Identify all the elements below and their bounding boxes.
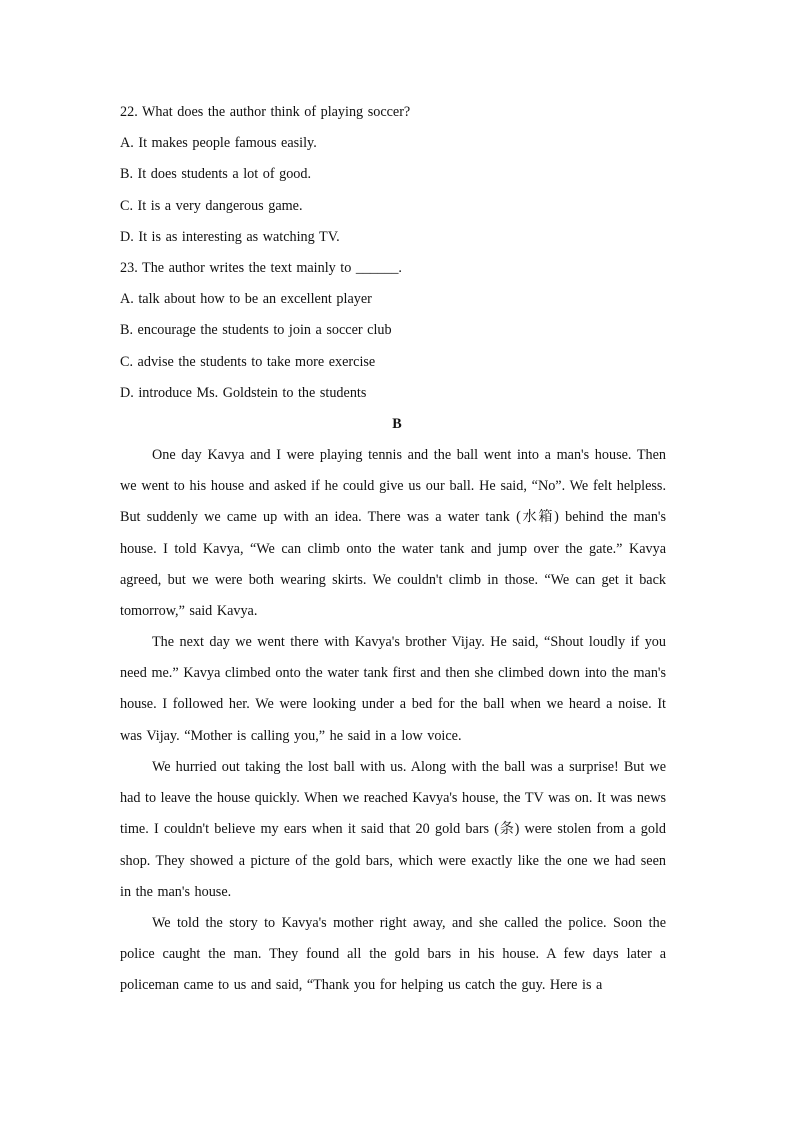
question-22-option-d: D. It is as interesting as watching TV. (120, 229, 340, 245)
question-22-option-c: C. It is a very dangerous game. (120, 198, 303, 214)
passage-paragraph-2: The next day we went there with Kavya's brother Vijay. He said, “Shout loudly if you need me.” Kavya climbed onto the water tank first and then she climbed down into the man's house. I followed her. We were looking under a bed for the ball when we heard a noise. It was Vijay. “Mother is calling you,” he said in a low voice. (120, 634, 666, 744)
question-23-option-a: A. talk about how to be an excellent player (120, 291, 372, 307)
passage-paragraph-4: We told the story to Kavya's mother right away, and she called the police. Soon the police caught the man. They found all the gold bars in his house. A few days later a policeman came to us and said, “Thank you for helping us catch the guy. Here is a (120, 915, 666, 994)
question-22-stem: 22. What does the author think of playing soccer? (120, 104, 411, 120)
passage-paragraph-1: One day Kavya and I were playing tennis and the ball went into a man's house. Then we went to his house and asked if he could give us our ball. He said, “No”. We felt helpless. But suddenly we came up with an idea. There was a water tank (水箱) behind the man's house. I told Kavya, “We can climb onto the water tank and jump over the gate.” Kavya agreed, but we were both wearing skirts. We couldn't climb in those. “We can get it back tomorrow,” said Kavya. (120, 447, 666, 620)
section-heading-b: B (392, 416, 402, 432)
question-23-option-d: D. introduce Ms. Goldstein to the students (120, 385, 367, 401)
question-23-option-c: C. advise the students to take more exercise (120, 354, 376, 370)
question-22-option-a: A. It makes people famous easily. (120, 135, 317, 151)
passage-paragraph-3: We hurried out taking the lost ball with us. Along with the ball was a surprise! But we had to leave the house quickly. When we reached Kavya's house, the TV was on. It was news time. I couldn't believe my ears when it said that 20 gold bars (条) were stolen from a gold shop. They showed a picture of the gold bars, which were exactly like the one we had seen in the man's house. (120, 759, 666, 900)
question-22-option-b: B. It does students a lot of good. (120, 166, 312, 182)
question-23-stem: 23. The author writes the text mainly to ______. (120, 260, 402, 276)
question-23-option-b: B. encourage the students to join a soccer club (120, 322, 392, 338)
